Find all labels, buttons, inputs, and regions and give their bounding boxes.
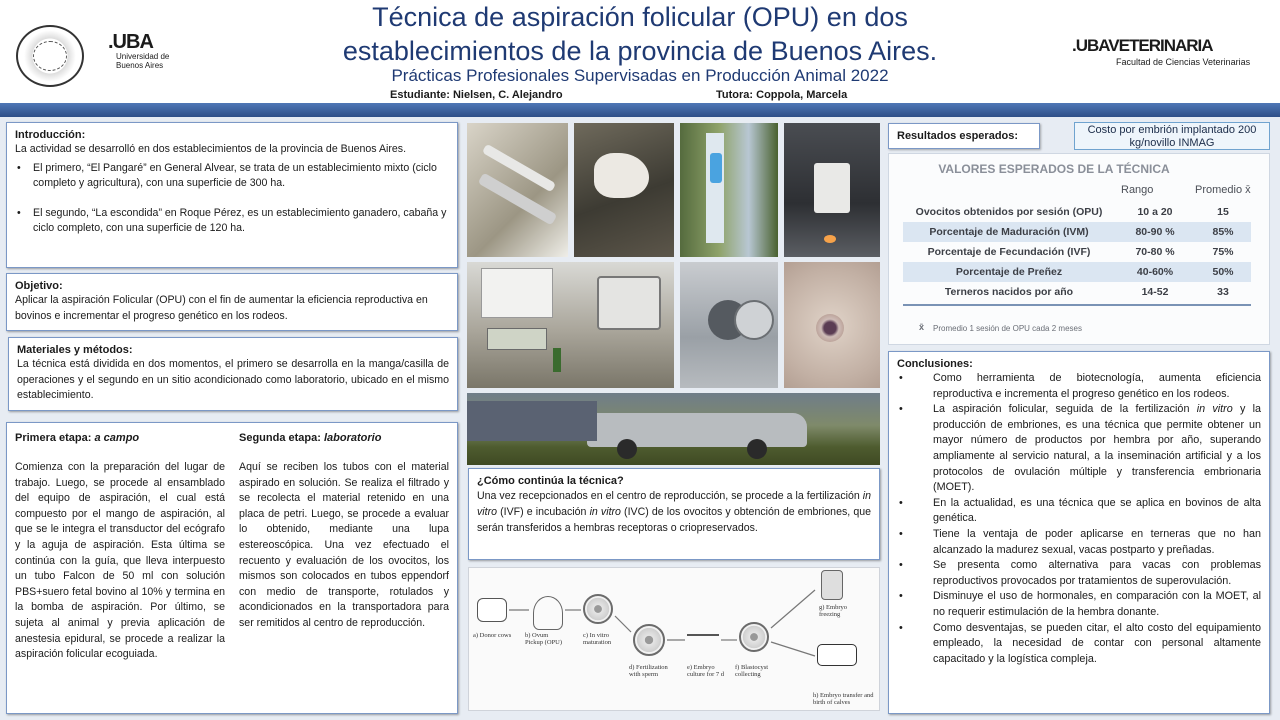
student-name: Estudiante: Nielsen, C. Alejandro xyxy=(390,89,563,101)
table-row: Porcentaje de Preñez 40-60% 50% xyxy=(903,262,1251,282)
uba-logo: .UBA Universidad de Buenos Aires xyxy=(108,31,170,70)
photo-aspiration-pump xyxy=(680,262,778,388)
photo-truck-field xyxy=(467,393,880,465)
uba-veterinaria-logo: .UBAVETERINARIA Facultad de Ciencias Veterinarias xyxy=(1072,36,1251,67)
expected-values-table xyxy=(888,153,1270,345)
intro-text: La actividad se desarrolló en dos establecimientos de la provincia de Buenos Aires. xyxy=(15,143,407,155)
continuation-section xyxy=(468,468,880,560)
table-row: Porcentaje de Fecundación (IVF) 70-80 % 75% xyxy=(927,246,1234,258)
results-label: Resultados esperados: xyxy=(888,123,1040,149)
table-row: Porcentaje de Maduración (IVM) 80-90 % 85% xyxy=(903,222,1251,242)
stages-section xyxy=(6,422,458,714)
cost-label: Costo por embrión implantado 200 kg/novillo INMAG xyxy=(1074,122,1270,150)
column-header-average: Promedio x̄ xyxy=(1195,184,1251,196)
methods-text: La técnica está dividida en dos momentos, el primero se desarrolla en la manga/casilla de operaciones y el segundo en un sitio acondicionado como laboratorio, ubicado en el mismo establecimiento. xyxy=(17,358,449,402)
table-row: Ovocitos obtenidos por sesión (OPU) 10 a 20 15 xyxy=(915,206,1229,218)
ivf-process-diagram: a) Donor cows b) Ovum Pickup (OPU) c) In vitro maturation d) Fertilization with sperm e) Embryo culture for 7 d f) Blastocyst collecting g) Embryo freezing h) Embryo transfer and birth of calves xyxy=(468,567,880,711)
intro-heading: Introducción: xyxy=(15,129,86,141)
second-stage: Segunda etapa: laboratorio Aquí se reciben los tubos con el material aspirado en solución. Se realiza el filtrado y se recolecta el material retenido en una placa de petri. Luego, se procede a evaluar lo obtenido, mediante una lupa estereoscópica. Una vez efectuado el recuento y evaluación de los ovocitos, los mismos son colocados en tubos eppendorf con medio de transporte, rotulados y acondicionados en la transportadora para ser remitidos al centro de reproducción. xyxy=(239,431,449,632)
objective-text: Aplicar la aspiración Folicular (OPU) con el fin de aumentar la eficiencia reproductiva en bovinos e incrementar el progreso genético en los rodeos. xyxy=(15,294,428,322)
tutor-name: Tutora: Coppola, Marcela xyxy=(716,89,848,101)
first-stage: Primera etapa: a campo Comienza con la preparación del lugar de trabajo. Luego, se procede al ensamblado del equipo de aspiración, el cual está compuesto por el mango de aspiración, al que se le integra el transductor del ecógrafo y la aguja de aspiración. Esta última se continúa con la guía, que lleva interpuesto un tubo Falcon de 50 ml con solución PBS+suero fetal bovino al 10% y termina en la bomba de aspiración. Por último, se sujeta al animal y previa aplicación de anestesia epidural, se procede a realizar la aspiración folicular ecoguiada. xyxy=(15,431,225,663)
conclusion-item: • Como herramienta de biotecnología, aumenta eficiencia reproductiva e incrementa el progreso genético en los rodeos. xyxy=(897,371,1261,402)
intro-bullet-2: • El segundo, “La escondida” en Roque Pérez, es un establecimiento ganadero, cabaña y ciclo completo, con una superficie de 120 ha. xyxy=(15,206,449,237)
methods-section xyxy=(8,337,458,411)
process-arrows xyxy=(469,568,880,711)
conclusions-section xyxy=(888,351,1270,714)
conclusion-item: • Tiene la ventaja de poder aplicarse en terneras que no han alcanzado la madurez sexual, vacas postparto y preñadas. xyxy=(897,527,1261,558)
continuation-text: Una vez recepcionados en el centro de reproducción, se procede a la fertilización in vitro (IVF) e incubación in vitro (IVC) de los ovocitos y obtención de embriones, que serán transferidos a hembras receptoras o criopreservados. xyxy=(477,490,871,534)
intro-bullet-1: • El primero, “El Pangaré” en General Alvear, se trata de un establecimiento mixto (ciclo completo y agricultura), con una superficie de 300 ha. xyxy=(15,161,449,192)
table-divider xyxy=(903,304,1251,306)
photo-microscope xyxy=(784,123,880,257)
conclusion-item: • Como desventajas, se pueden citar, el alto costo del equipamiento empleado, la necesidad de contar con personal altamente capacitado y la logística compleja. xyxy=(897,621,1261,668)
table-row: Terneros nacidos por año 14-52 33 xyxy=(944,286,1229,298)
first-stage-text: Comienza con la preparación del lugar de trabajo. Luego, se procede al ensamblado del equipo de aspiración, el cual está compuesto por el mango de aspiración, al que se le integra el transductor del ecógrafo y la aguja de aspiración. Esta última se continúa con la guía, que lleva interpuesto un tubo Falcon de 50 ml con solución PBS+suero fetal bovino al 10% y termina en la bomba de aspiración. Por último, se sujeta al animal y previa aplicación de anestesia epidural, se procede a realizar la aspiración folicular ecoguiada. xyxy=(15,461,225,661)
conclusion-item: • Disminuye el uso de hormonales, en comparación con la MOET, al no requerir estimulación de la hembra donante. xyxy=(897,589,1261,620)
table-title: VALORES ESPERADOS DE LA TÉCNICA xyxy=(938,162,1170,176)
photo-oocyte xyxy=(784,262,880,388)
university-seal-icon xyxy=(16,25,84,87)
poster-title: Técnica de aspiración folicular (OPU) en dos establecimientos de la provincia de Buenos Aires. xyxy=(342,2,938,66)
intro-section xyxy=(6,122,458,268)
photo-aspiration-equipment xyxy=(680,123,778,257)
header-band xyxy=(0,103,1280,117)
footnote-mark: x̄ xyxy=(919,322,925,332)
objective-heading: Objetivo: xyxy=(15,280,63,292)
conclusion-item: • La aspiración folicular, seguida de la fertilización in vitro y la producción de embriones, es una técnica que permite obtener un mayor número de productos por hembra por año, superando ampliamente al servicio natural, a la inseminación artificial y a los protocolos de ovulación múltiple y transferencia embrionaria (MOET). xyxy=(897,402,1261,496)
photo-ultrasound-equipment xyxy=(467,262,674,388)
objective-section xyxy=(6,273,458,331)
continuation-heading: ¿Cómo continúa la técnica? xyxy=(477,475,624,487)
conclusion-item: • En la actualidad, es una técnica que se aplica en bovinos de alta genética. xyxy=(897,496,1261,527)
photo-aspiration-handle xyxy=(467,123,568,257)
conclusions-heading: Conclusiones: xyxy=(897,358,973,370)
conclusion-item: • Se presenta como alternativa para vacas con problemas reproductivos provocados por tratamientos de superovulación. xyxy=(897,558,1261,589)
second-stage-text: Aquí se reciben los tubos con el material aspirado en solución. Se realiza el filtrado y se recolecta el material retenido en una placa de petri. Luego, se procede a evaluar lo obtenido, mediante una lupa estereoscópica. Una vez efectuado el recuento y evaluación de los ovocitos, los mismos son colocados en tubos eppendorf con medio de transporte, rotulados y acondicionados en la transportadora para ser remitidos al centro de reproducción. xyxy=(239,461,449,629)
table-footnote: Promedio 1 sesión de OPU cada 2 meses xyxy=(933,324,1082,333)
poster-subtitle: Prácticas Profesionales Supervisadas en Producción Animal 2022 xyxy=(391,66,889,85)
methods-heading: Materiales y métodos: xyxy=(17,344,133,356)
column-header-range: Rango xyxy=(1121,184,1154,196)
photo-gloved-hand xyxy=(574,123,674,257)
